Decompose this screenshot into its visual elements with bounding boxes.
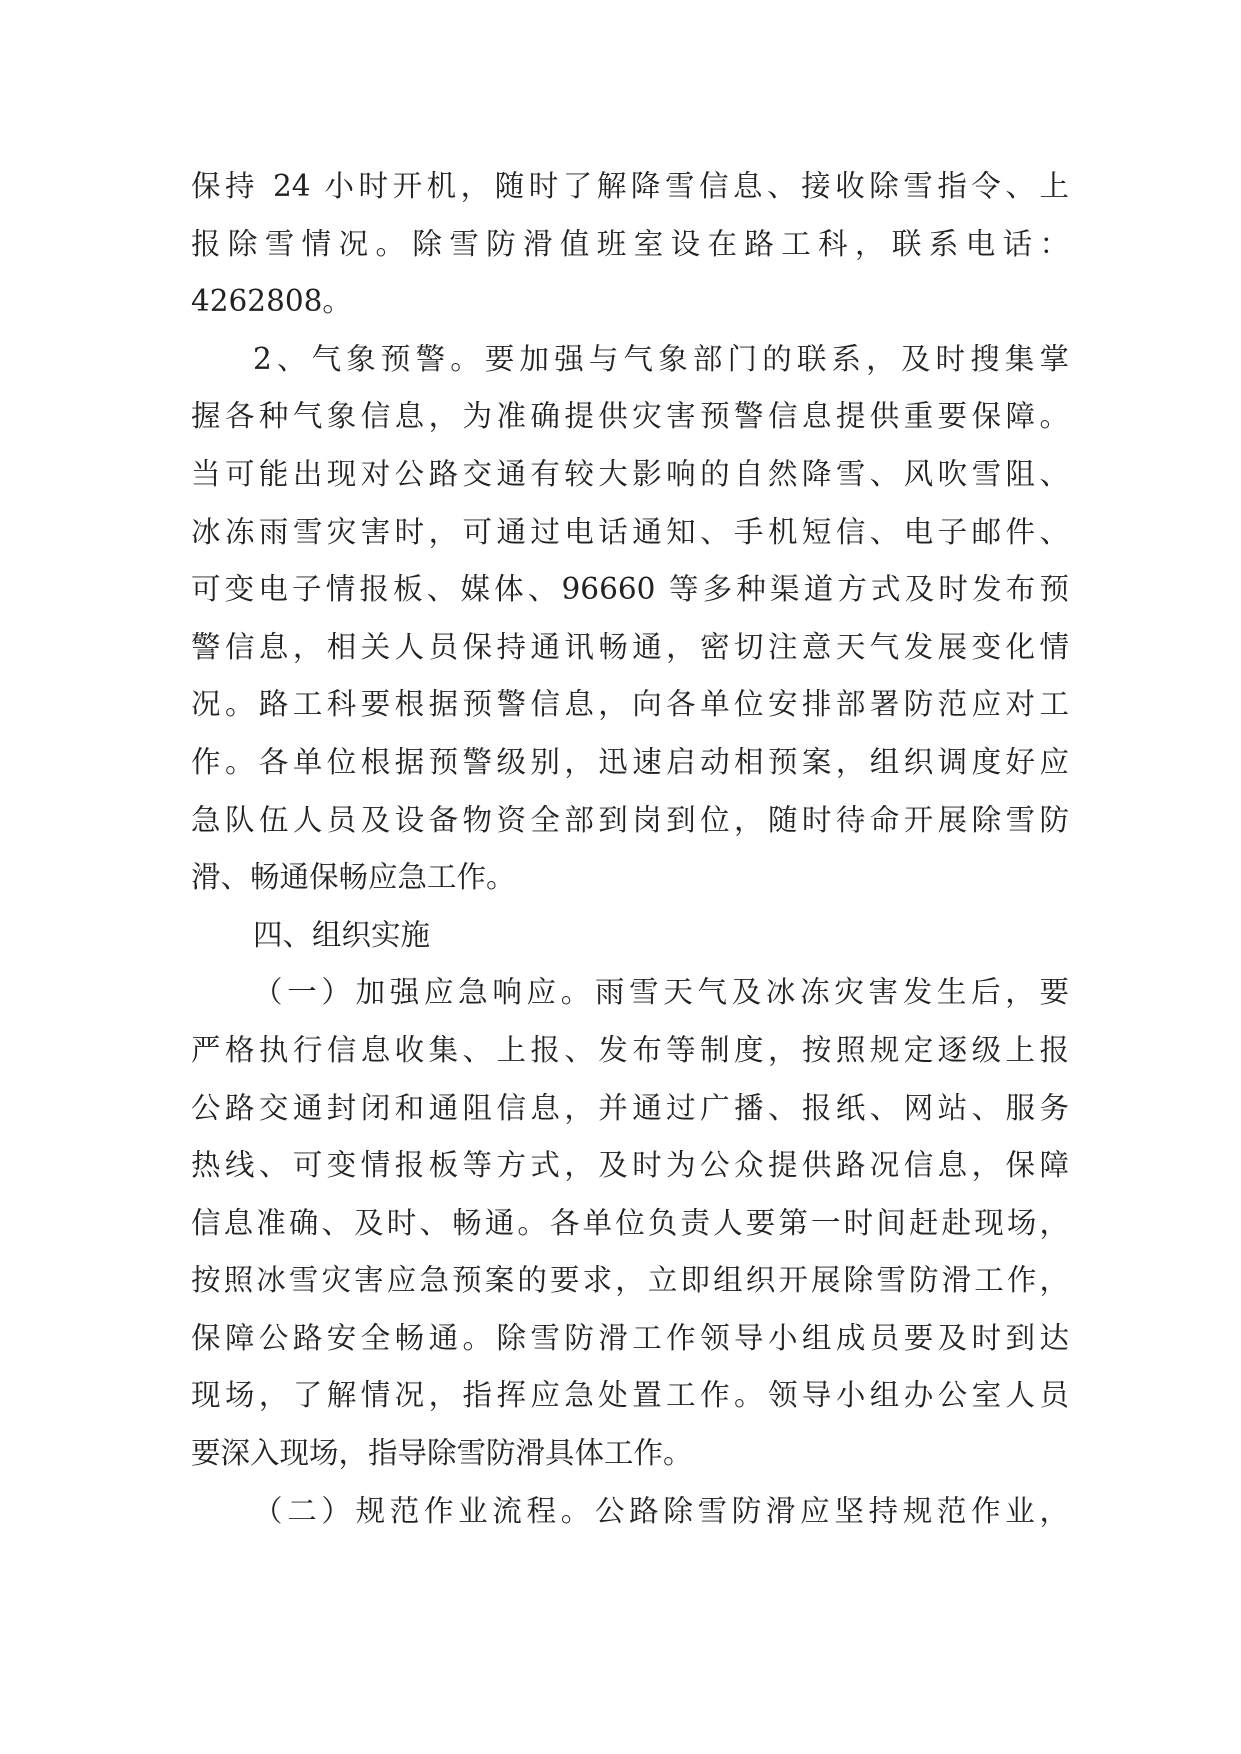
text-line: 保障公路安全畅通。除雪防滑工作领导小组成员要及时到达: [191, 1320, 1069, 1355]
text-line: 可变电子情报板、媒体、96660 等多种渠道方式及时发布预: [191, 572, 1069, 607]
text-line: 要深入现场，指导除雪防滑具体工作。: [191, 1436, 693, 1471]
text-line: （二）规范作业流程。公路除雪防滑应坚持规范作业，: [253, 1493, 1069, 1528]
text-line: （一）加强应急响应。雨雪天气及冰冻灾害发生后，要: [253, 975, 1069, 1010]
text-line: 握各种气象信息，为准确提供灾害预警信息提供重要保障。: [191, 399, 1069, 434]
text-line: 当可能出现对公路交通有较大影响的自然降雪、风吹雪阻、: [191, 456, 1069, 491]
text-line: 保持 24 小时开机，随时了解降雪信息、接收除雪指令、上: [191, 169, 1069, 203]
text-line: 4262808。: [191, 284, 352, 319]
text-line: 急队伍人员及设备物资全部到岗到位，随时待命开展除雪防: [191, 802, 1069, 837]
text-line: 滑、畅通保畅应急工作。: [191, 860, 516, 895]
text-line: 现场，了解情况，指挥应急处置工作。领导小组办公室人员: [191, 1378, 1069, 1413]
text-line: 严格执行信息收集、上报、发布等制度，按照规定逐级上报: [191, 1032, 1069, 1067]
section-heading: 四、组织实施: [253, 917, 431, 952]
text-line: 报除雪情况。除雪防滑值班室设在路工科，联系电话：: [191, 226, 1069, 261]
text-line: 冰冻雨雪灾害时，可通过电话通知、手机短信、电子邮件、: [191, 514, 1069, 549]
text-line: 按照冰雪灾害应急预案的要求，立即组织开展除雪防滑工作，: [191, 1263, 1069, 1298]
text-line: 公路交通封闭和通阻信息，并通过广播、报纸、网站、服务: [191, 1090, 1069, 1125]
text-line: 作。各单位根据预警级别，迅速启动相预案，组织调度好应: [191, 744, 1069, 779]
text-line: 警信息，相关人员保持通讯畅通，密切注意天气发展变化情: [191, 629, 1069, 664]
text-line: 热线、可变情报板等方式，及时为公众提供路况信息，保障: [191, 1148, 1069, 1183]
text-line: 2、气象预警。要加强与气象部门的联系，及时搜集掌: [253, 341, 1069, 376]
text-line: 信息准确、及时、畅通。各单位负责人要第一时间赶赴现场，: [191, 1205, 1069, 1240]
document-body: [191, 158, 1069, 1540]
text-line: 况。路工科要根据预警信息，向各单位安排部署防范应对工: [191, 687, 1069, 722]
